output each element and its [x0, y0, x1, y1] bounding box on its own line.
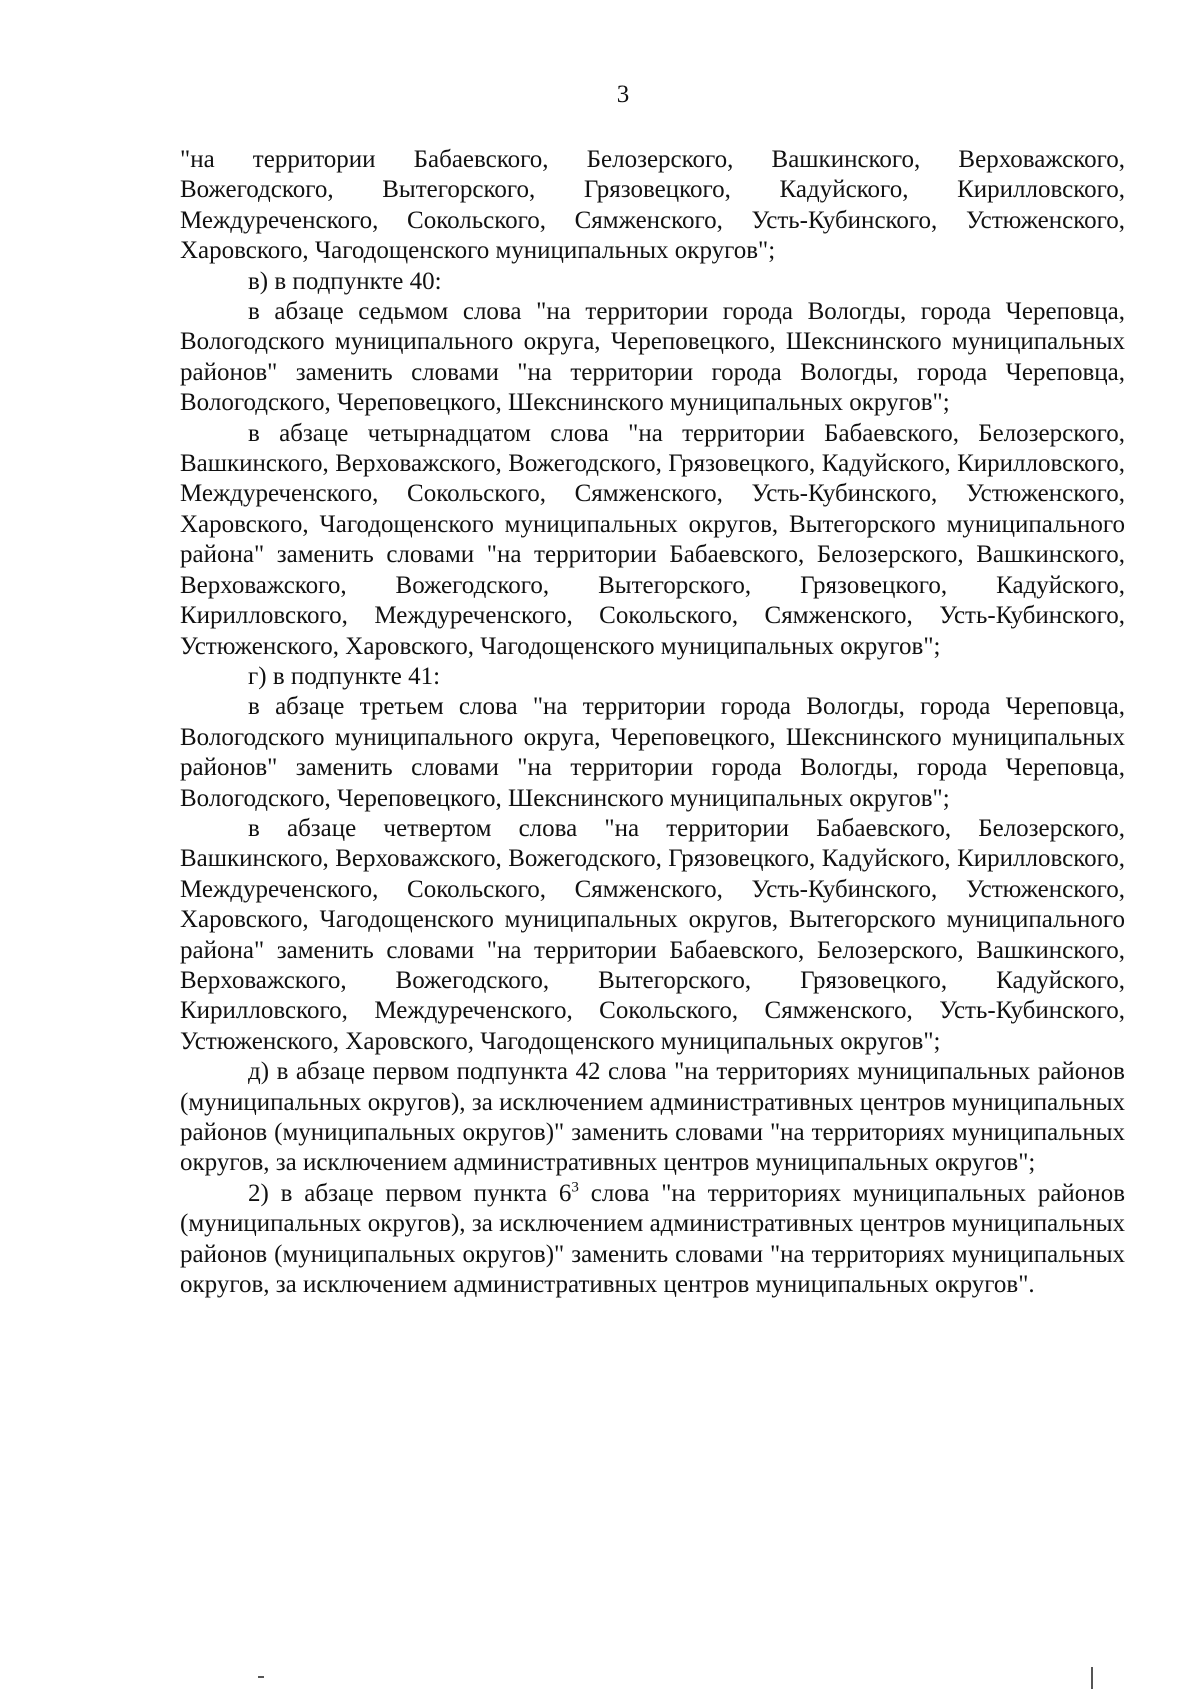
paragraph-third-abzac: в абзаце третьем слова "на территории города Вологды, города Череповца, Вологодского муниципального округа, Череповецкого, Шекснинского муниципальных районов" заменить словами "на территории города Вологды, города Череповца, Вологодского, Череповецкого, Шекснинского муниципальных округов"; [180, 693, 1125, 812]
paragraph-item-2-rest: слова "на территориях муниципальных районов (муниципальных округов), за исключением административных центров муниципальных районов (муниципальных округов)" заменить словами "на территориях муниципальных округов, за исключением административных центров муниципальных округов". [180, 1179, 1125, 1299]
scan-artifact-left [258, 1676, 264, 1678]
paragraph-subitem-g: г) в подпункте 41: [248, 662, 441, 690]
paragraph-continuation: "на территории Бабаевского, Белозерского, Вашкинского, Верховажского, Вожегодского, Вытегорского, Грязовецкого, Кадуйского, Кирилловского, Междуреченского, Сокольского, Сямженского, Усть-Кубинского, Устюженского, Харовского, Чагодощенского муниципальных округов"; [180, 146, 1125, 265]
paragraph-item-2 [180, 1179, 1125, 1301]
paragraph-fourth-abzac: в абзаце четвертом слова "на территории Бабаевского, Белозерского, Вашкинского, Верховажского, Вожегодского, Грязовецкого, Кадуйского, Кирилловского, Междуреченского, Сокольского, Сямженского, Усть-Кубинского, Устюженского, Харовского, Чагодощенского муниципальных округов, Вытегорского муниципального района" заменить словами "на территории Бабаевского, Белозерского, Вашкинского, Верховажского, Вожегодского, Вытегорского, Грязовецкого, Кадуйского, Кирилловского, Междуреченского, Сокольского, Сямженского, Усть-Кубинского, Устюженского, Харовского, Чагодощенского муниципальных округов"; [180, 814, 1125, 1055]
document-body [180, 145, 1125, 1300]
page-number: 3 [616, 81, 630, 108]
paragraph-item-2-start: 2) в абзаце первом пункта 6 [248, 1179, 572, 1207]
paragraph-fourteenth-abzac: в абзаце четырнадцатом слова "на территории Бабаевского, Белозерского, Вашкинского, Верховажского, Вожегодского, Грязовецкого, Кадуйского, Кирилловского, Междуреченского, Сокольского, Сямженского, Усть-Кубинского, Устюженского, Харовского, Чагодощенского муниципальных округов, Вытегорского муниципального района" заменить словами "на территории Бабаевского, Белозерского, Вашкинского, Верховажского, Вожегодского, Вытегорского, Грязовецкого, Кадуйского, Кирилловского, Междуреченского, Сокольского, Сямженского, Усть-Кубинского, Устюженского, Харовского, Чагодощенского муниципальных округов"; [180, 419, 1125, 660]
superscript-3: 3 [571, 1179, 579, 1196]
paragraph-subitem-d: д) в абзаце первом подпункта 42 слова "на территориях муниципальных районов (муниципальных округов), за исключением административных центров муниципальных районов (муниципальных округов)" заменить словами "на территориях муниципальных округов, за исключением административных центров муниципальных округов"; [180, 1058, 1125, 1177]
paragraph-subitem-v: в) в подпункте 40: [248, 267, 442, 295]
scan-artifact-right [1091, 1667, 1093, 1689]
paragraph-seventh-abzac: в абзаце седьмом слова "на территории города Вологды, города Череповца, Вологодского муниципального округа, Череповецкого, Шекснинского муниципальных районов" заменить словами "на территории города Вологды, города Череповца, Вологодского, Череповецкого, Шекснинского муниципальных округов"; [180, 298, 1125, 417]
